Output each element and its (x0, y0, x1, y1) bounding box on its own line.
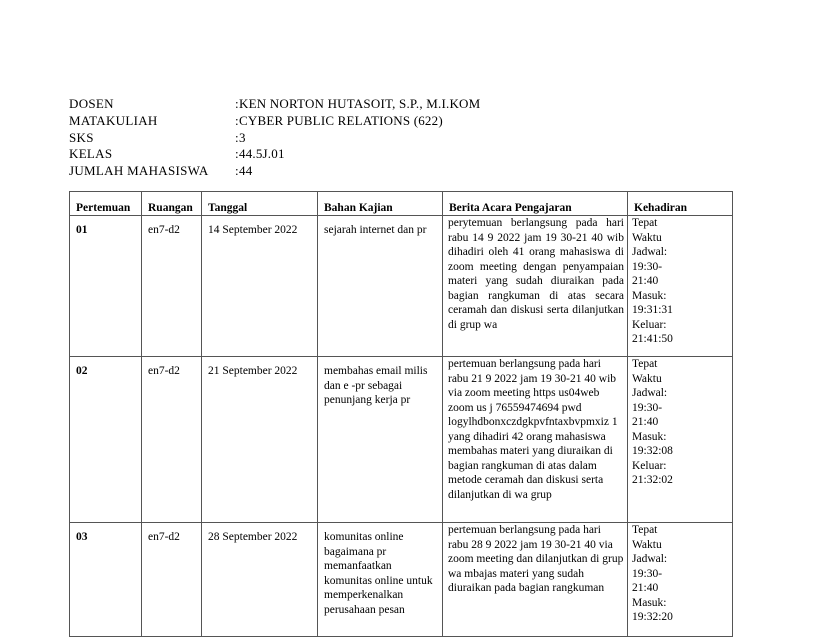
info-label: DOSEN (69, 96, 114, 111)
kehadiran-line: 19:32:08 (632, 445, 673, 457)
kehadiran-line: Masuk: (632, 289, 667, 302)
info-label: MATAKULIAH (69, 112, 158, 128)
kehadiran-line: Masuk: (632, 596, 667, 609)
info-value: CYBER PUBLIC RELATIONS (622) (239, 112, 443, 128)
info-value: KEN NORTON HUTASOIT, S.P., M.I.KOM (239, 96, 481, 111)
kehadiran-line: 21:41:50 (632, 333, 673, 345)
cell-berita-acara: perytemuan berlangsung pada hari rabu 14 9 2022 jam 19 30-21 40 wib dihadiri oleh 41 orang mahasiswa di zoom meeting dengan penyampaian materi yang sudah diuraikan pada bagian rangkuman di atas secara ceramah dan diskusi serta dilanjutkan di grup wa (443, 216, 628, 357)
info-row-dosen (69, 96, 480, 113)
cell-berita-acara: pertemuan berlangsung pada hari rabu 28 9 2022 jam 19 30-21 40 via zoom meeting dan dilanjutkan di grup wa mbajas materi yang sudah diuraikan pada bagian rangkuman (443, 523, 628, 637)
kehadiran-line: Jadwal: (632, 553, 668, 565)
info-value: 3 (239, 129, 246, 145)
cell-pertemuan: 01 (70, 216, 142, 357)
kehadiran-line: Waktu (632, 231, 662, 244)
cell-kehadiran (628, 357, 733, 523)
kehadiran-line: 21:32:02 (632, 474, 673, 486)
table-row (70, 357, 733, 523)
info-label: KELAS (69, 146, 113, 162)
cell-pertemuan: 02 (70, 357, 142, 523)
cell-kehadiran (628, 523, 733, 637)
kehadiran-line: Tepat (632, 217, 658, 229)
cell-berita-acara: pertemuan berlangsung pada hari rabu 21 9 2022 jam 19 30-21 40 wib via zoom meeting https us04web zoom us j 76559474694 pwd logylhdbonxczdgkpvfntaxbvpmxiz 1 yang dihadiri 42 orang mahasiswa membahas materi yang diuraikan di bagian rangkuman di atas dalam metode ceramah dan diskusi serta dilanjutkan di wa grup (443, 357, 628, 523)
kehadiran-line: Waktu (632, 372, 662, 385)
info-separator: : (235, 112, 239, 128)
cell-bahan-kajian: membahas email milis dan e -pr sebagai penunjang kerja pr (318, 357, 443, 523)
kehadiran-line: Tepat (632, 524, 658, 536)
header-berita-acara: Berita Acara Pengajaran (443, 192, 628, 216)
info-value: 44 (239, 163, 253, 179)
info-separator: : (235, 129, 239, 145)
kehadiran-line: 19:30- (632, 567, 663, 580)
header-ruangan: Ruangan (142, 192, 202, 216)
cell-tanggal: 21 September 2022 (202, 357, 318, 523)
info-label: SKS (69, 129, 94, 145)
cell-tanggal: 14 September 2022 (202, 216, 318, 357)
cell-ruangan: en7-d2 (142, 216, 202, 357)
info-separator: : (235, 163, 239, 179)
kehadiran-line: Jadwal: (632, 246, 668, 258)
info-row-kelas (69, 146, 480, 163)
kehadiran-line: Waktu (632, 538, 662, 551)
course-info (69, 96, 480, 180)
info-row-matakuliah (69, 113, 480, 130)
kehadiran-line: Masuk: (632, 430, 667, 443)
cell-kehadiran (628, 216, 733, 357)
table-header-row (70, 192, 733, 216)
kehadiran-line: 19:30- (632, 260, 663, 273)
kehadiran-line: Tepat (632, 358, 658, 370)
cell-tanggal: 28 September 2022 (202, 523, 318, 637)
attendance-table (69, 191, 733, 637)
table-row (70, 523, 733, 637)
header-tanggal: Tanggal (202, 192, 318, 216)
info-separator: : (235, 146, 239, 162)
kehadiran-line: 21:40 (632, 416, 659, 428)
kehadiran-line: 19:30- (632, 401, 663, 414)
kehadiran-line: 19:32:20 (632, 611, 673, 623)
kehadiran-line: 21:40 (632, 582, 659, 594)
info-label: JUMLAH MAHASISWA (69, 163, 209, 179)
info-value: 44.5J.01 (239, 146, 285, 162)
kehadiran-line: Keluar: (632, 318, 667, 331)
cell-bahan-kajian: komunitas online bagaimana pr memanfaatkan komunitas online untuk memperkenalkan perusahaan pesan (318, 523, 443, 637)
cell-bahan-kajian: sejarah internet dan pr (318, 216, 443, 357)
header-pertemuan: Pertemuan (70, 192, 142, 216)
info-separator: : (235, 96, 239, 111)
cell-pertemuan: 03 (70, 523, 142, 637)
cell-ruangan: en7-d2 (142, 523, 202, 637)
cell-ruangan: en7-d2 (142, 357, 202, 523)
header-kehadiran: Kehadiran (628, 192, 733, 216)
kehadiran-line: Jadwal: (632, 387, 668, 399)
kehadiran-line: 19:31:31 (632, 304, 673, 316)
header-bahan-kajian: Bahan Kajian (318, 192, 443, 216)
kehadiran-line: Keluar: (632, 459, 667, 472)
table-row (70, 216, 733, 357)
info-row-jumlah-mahasiswa (69, 163, 480, 180)
info-row-sks (69, 130, 480, 147)
kehadiran-line: 21:40 (632, 275, 659, 287)
